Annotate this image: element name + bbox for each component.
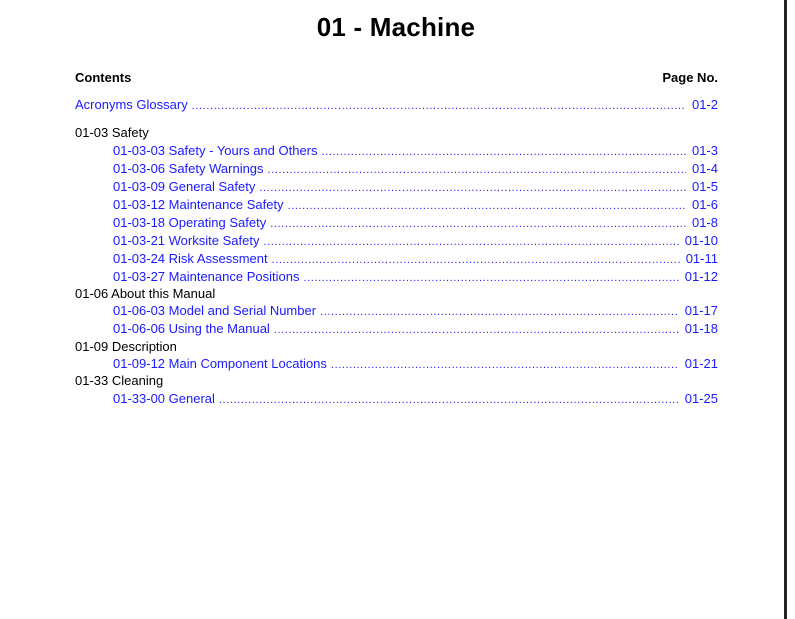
dot-leader: [274, 321, 679, 339]
toc-entry-acronyms-glossary[interactable]: [75, 96, 718, 114]
dot-leader: [320, 303, 679, 321]
toc-entry-label: 01-09-12 Main Component Locations: [113, 356, 327, 371]
toc-entry[interactable]: [75, 214, 718, 232]
toc-entry-page: 01-11: [685, 251, 718, 266]
dot-leader: [272, 251, 680, 269]
page-title: 01 - Machine: [316, 12, 476, 42]
toc-entry[interactable]: [75, 268, 718, 286]
toc-entry-label: 01-06-03 Model and Serial Number: [113, 303, 317, 318]
toc-entry[interactable]: [75, 302, 718, 320]
toc-entry[interactable]: [75, 390, 718, 408]
toc-entry-label: 01-03-18 Operating Safety: [113, 215, 267, 230]
dot-leader: [259, 179, 686, 197]
toc-entry-page: 01-2: [691, 97, 718, 112]
dot-leader: [322, 143, 686, 161]
dot-leader: [268, 161, 686, 179]
toc-entry[interactable]: [75, 320, 718, 338]
toc-entry-page: 01-4: [691, 161, 718, 176]
toc-entry-page: 01-3: [691, 143, 718, 158]
toc-entry-label: 01-03-03 Safety - Yours and Others: [113, 143, 318, 158]
toc-entry-label: 01-33-00 General: [113, 391, 215, 406]
toc-entry[interactable]: [75, 142, 718, 160]
toc-entry-page: 01-10: [684, 233, 718, 248]
toc-section-heading: 01-09 Description: [75, 339, 177, 354]
toc-entry-page: 01-18: [684, 321, 718, 336]
dot-leader: [288, 197, 686, 215]
dot-leader: [263, 233, 678, 251]
toc-entry-label: 01-03-27 Maintenance Positions: [113, 269, 300, 284]
toc-entry-page: 01-8: [691, 215, 718, 230]
dot-leader: [192, 97, 686, 115]
toc-entry-label: Acronyms Glossary: [75, 97, 188, 112]
toc-entry-page: 01-21: [684, 356, 718, 371]
toc-section-heading: 01-03 Safety: [75, 125, 149, 140]
toc-section-heading: 01-06 About this Manual: [75, 286, 216, 301]
toc-entry-page: 01-25: [684, 391, 718, 406]
page-no-label: Page No.: [662, 70, 718, 85]
toc-entry-label: 01-03-21 Worksite Safety: [113, 233, 260, 248]
dot-leader: [270, 215, 686, 233]
toc-entry[interactable]: [75, 250, 718, 268]
contents-label: Contents: [75, 70, 132, 85]
toc-entry-label: 01-03-12 Maintenance Safety: [113, 197, 284, 212]
page-edge-divider: [784, 0, 787, 619]
toc-entry[interactable]: [75, 196, 718, 214]
toc-entry-page: 01-6: [691, 197, 718, 212]
dot-leader: [219, 391, 679, 409]
toc-entry-page: 01-5: [691, 179, 718, 194]
toc-entry[interactable]: [75, 232, 718, 250]
toc-entry-page: 01-17: [684, 303, 718, 318]
toc-entry-label: 01-03-06 Safety Warnings: [113, 161, 264, 176]
toc-entry[interactable]: [75, 355, 718, 373]
toc-entry-label: 01-06-06 Using the Manual: [113, 321, 270, 336]
toc-entry[interactable]: [75, 160, 718, 178]
toc-entry-label: 01-03-09 General Safety: [113, 179, 256, 194]
toc-entry-page: 01-12: [684, 269, 718, 284]
toc-entry-label: 01-03-24 Risk Assessment: [113, 251, 268, 266]
toc-section-heading: 01-33 Cleaning: [75, 373, 164, 388]
toc-entry[interactable]: [75, 178, 718, 196]
